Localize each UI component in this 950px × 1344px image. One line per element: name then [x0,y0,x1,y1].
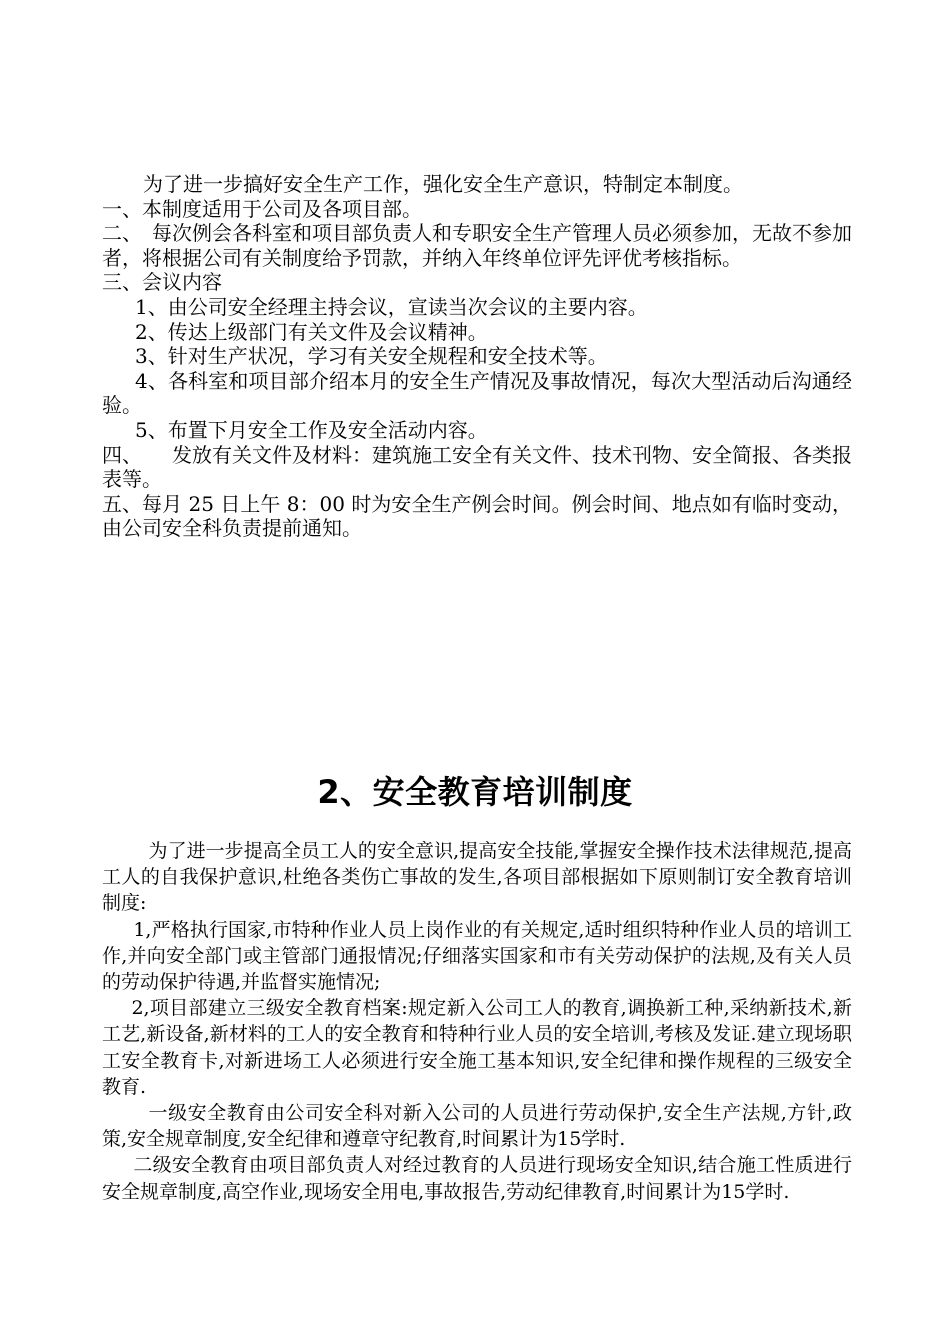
section-heading: 2、安全教育培训制度 [317,773,633,811]
meeting-content-2: 2、传达上级部门有关文件及会议精神。 [135,319,488,344]
rule-item-1: 一、本制度适用于公司及各项目部。 [102,196,422,221]
training-rule-2: 2,项目部建立三级安全教育档案:规定新入公司工人的教育,调换新工种,采纳新技术,新工艺,新设备,新材料的工人的安全教育和特种行业人员的安全培训,考核及发证.建立现场职工安全教育卡,对新进场工人必须进行安全施工基本知识,安全纪律和操作规程的三级安全教育. [102,997,852,1098]
meeting-content-5: 5、布置下月安全工作及安全活动内容。 [135,417,488,442]
meeting-content-3: 3、针对生产状况，学习有关安全规程和安全技术等。 [135,344,608,369]
intro-paragraph: 为了进一步搞好安全生产工作，强化安全生产意识，特制定本制度。 [143,172,743,196]
training-intro-paragraph: 为了进一步提高全员工人的安全意识,提高安全技能,掌握安全操作技术法律规范,提高工人的自我保护意识,杜绝各类伤亡事故的发生,各项目部根据如下原则制订安全教育培训制度: [102,840,852,915]
level-one-education: 一级安全教育由公司安全科对新入公司的人员进行劳动保护,安全生产法规,方针,政策,安全规章制度,安全纪律和遵章守纪教育,时间累计为15学时. [102,1102,852,1151]
meeting-content-1: 1、由公司安全经理主持会议，宣读当次会议的主要内容。 [135,294,648,319]
meeting-content-4: 4、各科室和项目部介绍本月的安全生产情况及事故情况，每次大型活动后沟通经验。 [102,368,852,418]
safety-meeting-rules [102,172,852,541]
training-rule-1: 1,严格执行国家,市特种作业人员上岗作业的有关规定,适时组织特种作业人员的培训工作,并向安全部门或主管部门通报情况;仔细落实国家和市有关劳动保护的法规,及有关人员的劳动保护待遇,并监督实施情况; [102,918,852,994]
rule-item-3: 三、会议内容 [102,270,222,295]
rule-item-5: 五、每月 25 日上午 8：00 时为安全生产例会时间。例会时间、地点如有临时变动，由公司安全科负责提前通知。 [102,491,852,541]
safety-training-rules [102,838,852,1205]
rule-item-2: 二、 每次例会各科室和项目部负责人和专职安全生产管理人员必须参加，无故不参加者，将根据公司有关制度给予罚款，并纳入年终单位评先评优考核指标。 [102,221,852,270]
level-two-education: 二级安全教育由项目部负责人对经过教育的人员进行现场安全知识,结合施工性质进行安全规章制度,高空作业,现场安全用电,事故报告,劳动纪律教育,时间累计为15学时. [102,1154,852,1203]
rule-item-4: 四、 发放有关文件及材料：建筑施工安全有关文件、技术刊物、安全简报、各类报表等。 [102,442,852,492]
